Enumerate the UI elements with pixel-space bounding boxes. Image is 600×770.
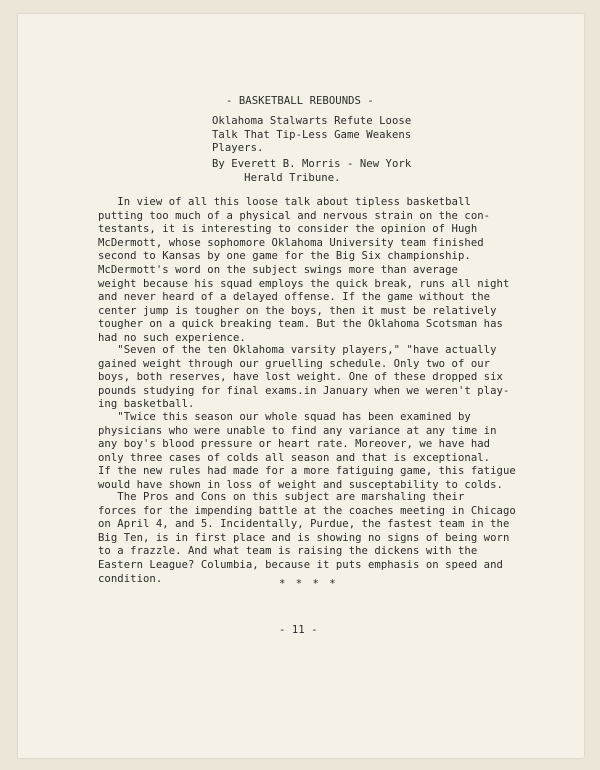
paragraph-2 bbox=[98, 264, 509, 346]
text-line: "Seven of the ten Oklahoma varsity players," "have actually bbox=[98, 344, 497, 356]
text-line: McDermott, whose sophomore Oklahoma University team finished bbox=[98, 236, 484, 249]
text-line: The Pros and Cons on this subject are marshaling their bbox=[98, 491, 465, 503]
subtitle-line: Players. bbox=[212, 142, 264, 155]
page-number: - 11 - bbox=[279, 624, 318, 636]
text-line: second to Kansas by one game for the Big Six championship. bbox=[98, 250, 471, 263]
text-line: "Twice this season our whole squad has been examined by bbox=[98, 411, 471, 423]
article-title: - BASKETBALL REBOUNDS - bbox=[226, 95, 374, 107]
text-line: ing basketball. bbox=[98, 398, 195, 411]
byline-line: Herald Tribune. bbox=[212, 171, 341, 184]
paragraph-5 bbox=[98, 491, 516, 586]
text-line: McDermott's word on the subject swings more than average bbox=[98, 264, 458, 276]
text-line: to a frazzle. And what team is raising the dickens with the bbox=[98, 545, 478, 558]
text-line: In view of all this loose talk about tipless basketball bbox=[98, 196, 471, 208]
paragraph-4 bbox=[98, 411, 516, 493]
text-line: If the new rules had made for a more fatiguing game, this fatigue bbox=[98, 465, 516, 478]
article-byline bbox=[212, 158, 411, 185]
subtitle-line: Talk That Tip-Less Game Weakens bbox=[212, 128, 412, 141]
subtitle-line: Oklahoma Stalwarts Refute Loose bbox=[212, 115, 412, 127]
paragraph-1 bbox=[98, 196, 490, 264]
text-line: weight because his squad employs the quick break, runs all night bbox=[98, 277, 510, 290]
text-line: had no such experience. bbox=[98, 331, 246, 344]
text-line: testants, it is interesting to consider the opinion of Hugh bbox=[98, 223, 478, 236]
text-line: pounds studying for final exams.in January when we weren't play- bbox=[98, 384, 510, 397]
text-line: boys, both reserves, have lost weight. One of these dropped six bbox=[98, 371, 503, 384]
text-line: on April 4, and 5. Incidentally, Purdue, the fastest team in the bbox=[98, 518, 510, 531]
text-line: Big Ten, is in first place and is showing no signs of being worn bbox=[98, 531, 510, 544]
text-line: tougher on a quick breaking team. But the Oklahoma Scotsman has bbox=[98, 318, 503, 331]
section-separator: * * * * bbox=[279, 578, 338, 590]
text-line: any boy's blood pressure or heart rate. Moreover, we have had bbox=[98, 438, 491, 451]
text-line: condition. bbox=[98, 572, 163, 585]
text-line: only three cases of colds all season and that is exceptional. bbox=[98, 451, 491, 464]
article-subtitle bbox=[212, 115, 411, 156]
text-line: center jump is tougher on the boys, then it must be relatively bbox=[98, 304, 497, 317]
text-line: would have shown in loss of weight and susceptability to colds. bbox=[98, 478, 503, 491]
text-line: forces for the impending battle at the coaches meeting in Chicago bbox=[98, 504, 516, 517]
text-line: and never heard of a delayed offense. If the game without the bbox=[98, 291, 491, 304]
text-line: Eastern League? Columbia, because it puts emphasis on speed and bbox=[98, 558, 503, 571]
paragraph-3 bbox=[98, 344, 509, 412]
text-line: physicians who were unable to find any variance at any time in bbox=[98, 424, 497, 437]
text-line: gained weight through our gruelling schedule. Only two of our bbox=[98, 357, 491, 370]
text-line: putting too much of a physical and nervous strain on the con- bbox=[98, 209, 491, 222]
byline-line: By Everett B. Morris - New York bbox=[212, 158, 412, 170]
